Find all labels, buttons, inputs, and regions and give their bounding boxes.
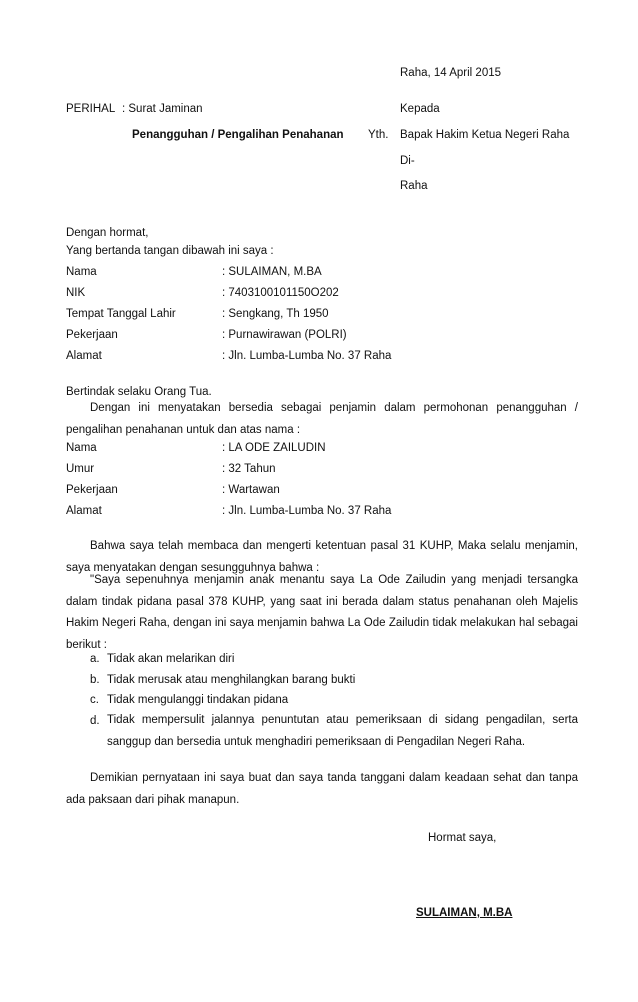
greeting: Dengan hormat, bbox=[66, 227, 149, 239]
detainee-value-pekerjaan: : Wartawan bbox=[222, 484, 280, 496]
signer-label-nama: Nama bbox=[66, 266, 97, 278]
list-marker: a. bbox=[90, 653, 100, 665]
signature-name: SULAIMAN, M.BA bbox=[416, 907, 513, 919]
perihal-value: : Surat Jaminan bbox=[122, 103, 203, 115]
recipient-yth-label: Yth. bbox=[368, 129, 389, 141]
signer-label-alamat: Alamat bbox=[66, 350, 102, 362]
list-marker: c. bbox=[90, 694, 99, 706]
intro-line: Yang bertanda tangan dibawah ini saya : bbox=[66, 245, 274, 257]
kuhp-text: Bahwa saya telah membaca dan mengerti ketentuan pasal 31 KUHP, Maka selalu menjamin, saya menyatakan dengan sesungguhnya bahwa : bbox=[66, 540, 578, 574]
detainee-value-alamat: : Jln. Lumba-Lumba No. 37 Raha bbox=[222, 505, 392, 517]
list-item: Tidak merusak atau menghilangkan barang bukti bbox=[107, 674, 356, 686]
detainee-value-umur: : 32 Tahun bbox=[222, 463, 276, 475]
regards: Hormat saya, bbox=[428, 832, 497, 844]
list-marker: d. bbox=[90, 715, 100, 727]
perihal-label: PERIHAL bbox=[66, 103, 116, 115]
signer-value-alamat: : Jln. Lumba-Lumba No. 37 Raha bbox=[222, 350, 392, 362]
role-line: Bertindak selaku Orang Tua. bbox=[66, 386, 212, 398]
letter-date: Raha, 14 April 2015 bbox=[400, 67, 502, 79]
statement-paragraph bbox=[66, 398, 578, 441]
detainee-label-alamat: Alamat bbox=[66, 505, 102, 517]
signer-label-pekerjaan: Pekerjaan bbox=[66, 329, 118, 341]
detainee-label-nama: Nama bbox=[66, 442, 97, 454]
signer-label-ttl: Tempat Tanggal Lahir bbox=[66, 308, 176, 320]
perihal-subject: Penangguhan / Pengalihan Penahanan bbox=[132, 129, 344, 141]
recipient-city: Raha bbox=[400, 180, 428, 192]
list-item: Tidak mengulanggi tindakan pidana bbox=[107, 694, 289, 706]
recipient-name: Bapak Hakim Ketua Negeri Raha bbox=[400, 129, 570, 141]
detainee-label-pekerjaan: Pekerjaan bbox=[66, 484, 118, 496]
recipient-di: Di- bbox=[400, 155, 415, 167]
list-marker: b. bbox=[90, 674, 100, 686]
closing-text: Demikian pernyataan ini saya buat dan saya tanda tanggani dalam keadaan sehat dan tanpa ada paksaan dari pihak manapun. bbox=[66, 772, 578, 806]
quote-paragraph bbox=[66, 570, 578, 656]
list-item: Tidak mempersulit jalannya penuntutan atau pemeriksaan di sidang pengadilan, serta sanggup dan bersedia untuk menghadiri pemeriksaan di Pengadilan Negeri Raha. bbox=[107, 714, 578, 748]
signer-value-pekerjaan: : Purnawirawan (POLRI) bbox=[222, 329, 347, 341]
closing-paragraph bbox=[66, 768, 578, 811]
detainee-label-umur: Umur bbox=[66, 463, 95, 475]
signer-value-ttl: : Sengkang, Th 1950 bbox=[222, 308, 329, 320]
statement-text: Dengan ini menyatakan bersedia sebagai penjamin dalam permohonan penangguhan / pengalihan penahanan untuk dan atas nama : bbox=[66, 402, 578, 436]
quote-text: "Saya sepenuhnya menjamin anak menantu saya La Ode Zailudin yang menjadi tersangka dalam tindak pidana pasal 378 KUHP, yang saat ini berada dalam status penahanan oleh Majelis Hakim Negeri Raha, dengan ini saya menjamin bahwa La Ode Zailudin tidak melakukan hal sebagai berikut : bbox=[66, 574, 578, 651]
recipient-kepada: Kepada bbox=[400, 103, 440, 115]
signer-value-nik: : 7403100101150O202 bbox=[222, 287, 339, 299]
list-item: Tidak akan melarikan diri bbox=[107, 653, 235, 665]
signer-label-nik: NIK bbox=[66, 287, 86, 299]
signer-value-nama: : SULAIMAN, M.BA bbox=[222, 266, 322, 278]
detainee-value-nama: : LA ODE ZAILUDIN bbox=[222, 442, 326, 454]
